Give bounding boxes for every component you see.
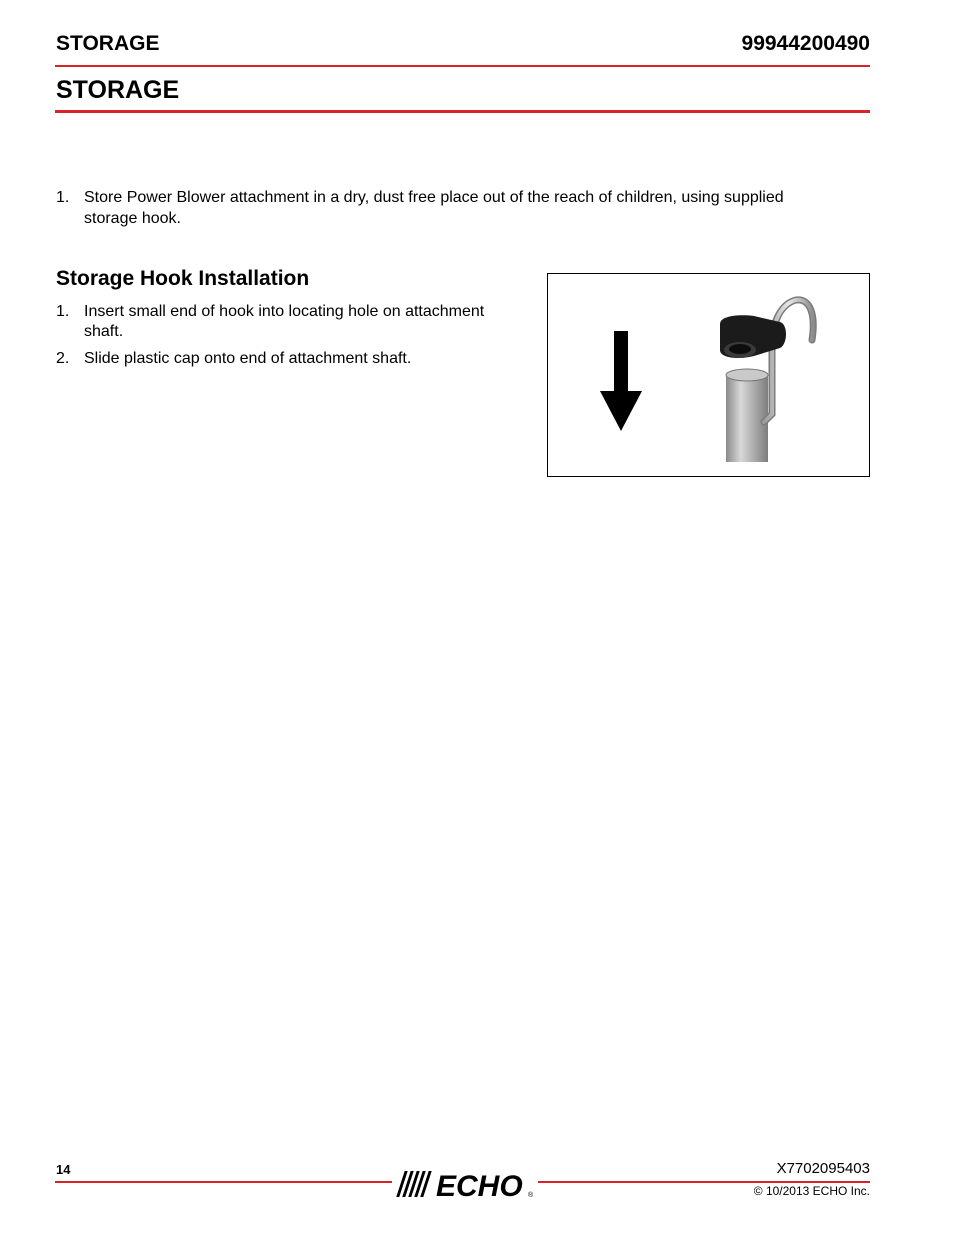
page-number: 14 (56, 1162, 71, 1177)
down-arrow-icon (600, 331, 642, 431)
echo-logo (392, 1167, 538, 1201)
header-part-number: 99944200490 (741, 32, 870, 55)
storage-hook (764, 300, 813, 422)
step-text-line-1: Slide plastic cap onto end of attachment shaft. (84, 350, 412, 367)
registered-mark: ® (528, 1192, 534, 1199)
step-number: 2. (56, 350, 70, 367)
echo-logo-mark (392, 1167, 538, 1201)
header-section-title: STORAGE (56, 32, 160, 55)
section-divider (55, 110, 870, 113)
section-title: STORAGE (56, 76, 180, 104)
step-text-line-1: Insert small end of hook into locating hole on attachment (84, 303, 485, 320)
list-text-line-1: Store Power Blower attachment in a dry, dust free place out of the reach of children, using supplied (84, 189, 784, 206)
echo-logo-text: ECHO (436, 1170, 523, 1201)
copyright: © 10/2013 ECHO Inc. (753, 1184, 870, 1198)
hook-step (56, 301, 526, 345)
document-code: X7702095403 (776, 1160, 870, 1177)
list-number: 1. (56, 189, 70, 206)
step-text-line-2: shaft. (84, 323, 124, 340)
plastic-cap (720, 315, 786, 358)
attachment-shaft (726, 369, 768, 462)
hook-step (56, 348, 526, 370)
step-number: 1. (56, 303, 70, 320)
hook-illustration (548, 274, 869, 476)
storage-list-item (56, 187, 856, 231)
header-divider (55, 65, 870, 67)
list-text-line-2: storage hook. (84, 210, 181, 227)
hook-installation-figure (547, 273, 870, 477)
hook-installation-title: Storage Hook Installation (56, 267, 310, 290)
